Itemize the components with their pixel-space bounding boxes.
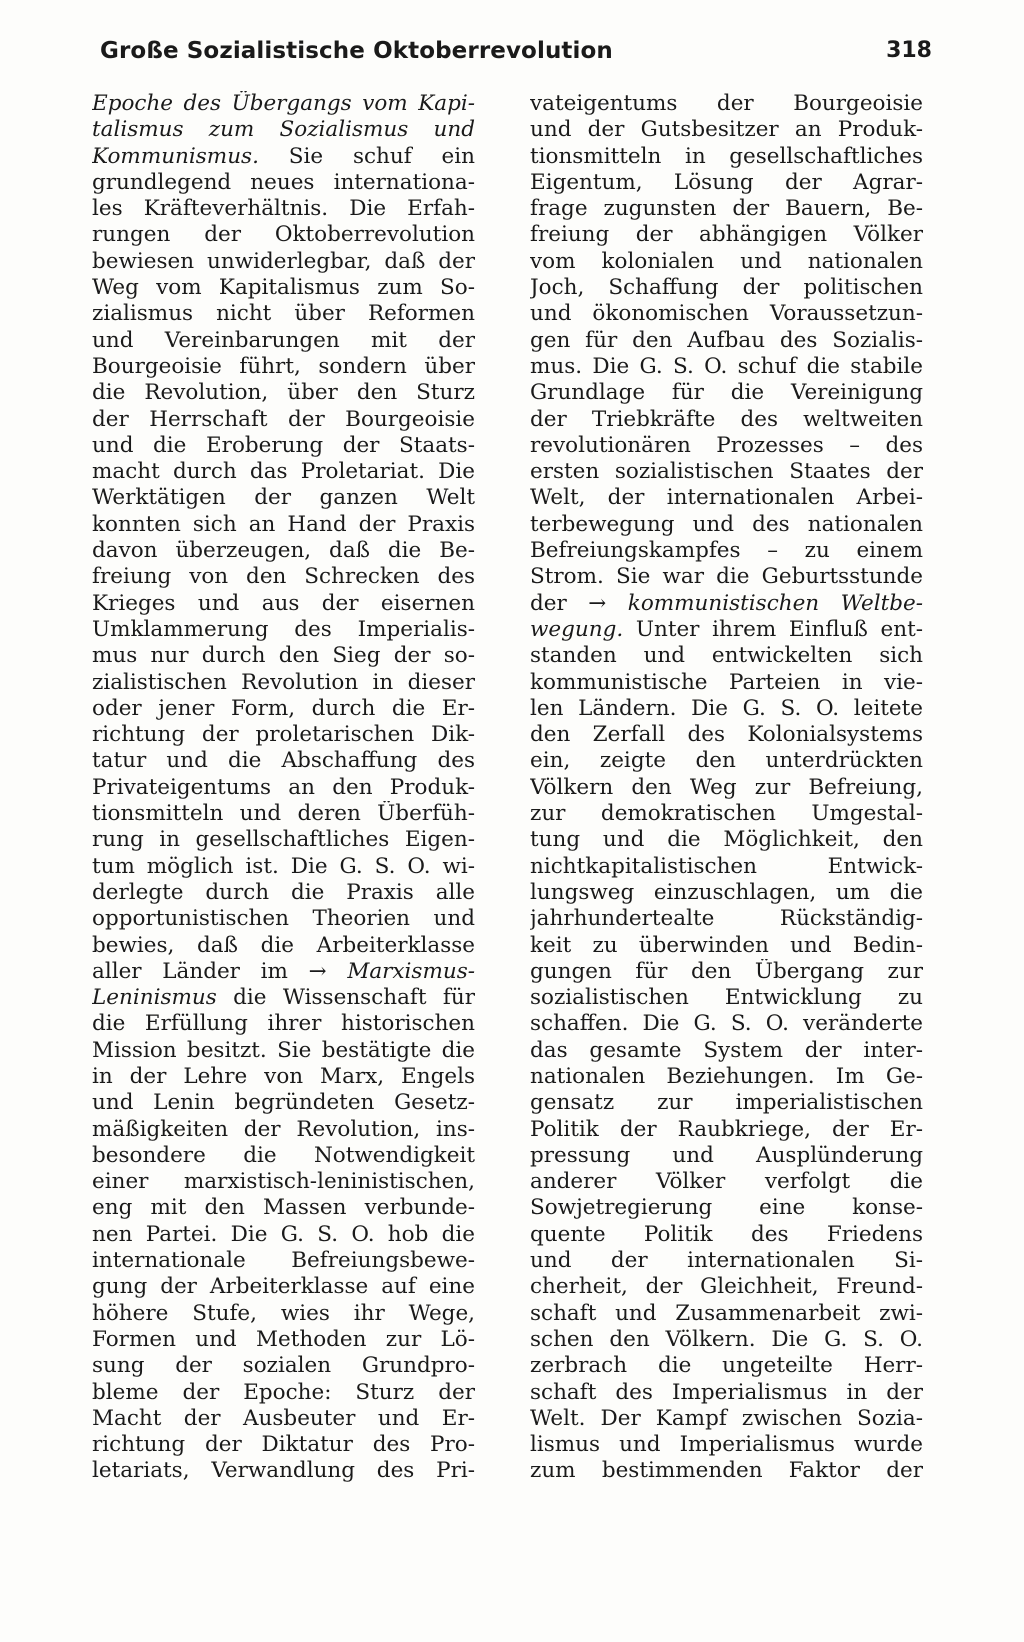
text-line: Joch, Schaffung der politischen (530, 275, 923, 301)
text-line: Grundlage für die Vereinigung (530, 380, 923, 406)
text-line: mäßigkeiten der Revolution, ins- (92, 1116, 475, 1142)
text-line: der → kommunistischen Weltbe- (530, 590, 923, 616)
text-line: revolutionären Prozesses – des (530, 432, 923, 458)
text-line: davon überzeugen, daß die Be- (92, 538, 475, 564)
text-line: ein, zeigte den unterdrückten (530, 748, 923, 774)
text-line: internationale Befreiungsbewe- (92, 1248, 475, 1274)
text-line: zialistischen Revolution in dieser (92, 669, 475, 695)
text-line: frage zugunsten der Bauern, Be- (530, 196, 923, 222)
text-line: grundlegend neues internationa- (92, 169, 475, 195)
text-line: Mission besitzt. Sie bestätigte die (92, 1037, 475, 1063)
text-line: das gesamte System der inter- (530, 1037, 923, 1063)
text-line: Befreiungskampfes – zu einem (530, 538, 923, 564)
text-line: lungsweg einzuschlagen, um die (530, 879, 923, 905)
text-line: Leninismus die Wissenschaft für (92, 985, 475, 1011)
text-line: Krieges und aus der eisernen (92, 590, 475, 616)
text-line: und Lenin begründeten Gesetz- (92, 1090, 475, 1116)
left-text-column (92, 91, 475, 1485)
text-line: Völkern den Weg zur Befreiung, (530, 774, 923, 800)
text-line: schen den Völkern. Die G. S. O. (530, 1326, 923, 1352)
text-line: derlegte durch die Praxis alle (92, 879, 475, 905)
text-line: Bourgeoisie führt, sondern über (92, 353, 475, 379)
text-line: Kommunismus. Sie schuf ein (92, 143, 475, 169)
text-line: zerbrach die ungeteilte Herr- (530, 1353, 923, 1379)
text-line: Welt, der internationalen Arbei- (530, 485, 923, 511)
right-text-column (530, 91, 923, 1485)
text-line: wegung. Unter ihrem Einfluß ent- (530, 616, 923, 642)
text-line: Politik der Raubkriege, der Er- (530, 1116, 923, 1142)
text-line: vom kolonialen und nationalen (530, 248, 923, 274)
text-line: Epoche des Übergangs vom Kapi- (92, 91, 475, 116)
text-line: rung in gesellschaftliches Eigen- (92, 827, 475, 853)
text-line: in der Lehre von Marx, Engels (92, 1063, 475, 1089)
text-line: rungen der Oktoberrevolution (92, 222, 475, 248)
text-line: vateigentums der Bourgeoisie (530, 91, 923, 116)
text-line: freiung der abhängigen Völker (530, 222, 923, 248)
text-line: richtung der Diktatur des Pro- (92, 1432, 475, 1458)
text-line: eng mit den Massen verbunde- (92, 1195, 475, 1221)
text-line: und ökonomischen Voraussetzun- (530, 301, 923, 327)
text-line: höhere Stufe, wies ihr Wege, (92, 1300, 475, 1326)
text-line: und der Gutsbesitzer an Produk- (530, 117, 923, 143)
text-line: tum möglich ist. Die G. S. O. wi- (92, 853, 475, 879)
text-line: Formen und Methoden zur Lö- (92, 1326, 475, 1352)
text-line: die Revolution, über den Sturz (92, 380, 475, 406)
text-line: sung der sozialen Grundpro- (92, 1353, 475, 1379)
text-line: tionsmitteln in gesellschaftliches (530, 143, 923, 169)
text-line: freiung von den Schrecken des (92, 564, 475, 590)
text-line: letariats, Verwandlung des Pri- (92, 1458, 475, 1484)
text-line: schaffen. Die G. S. O. veränderte (530, 1011, 923, 1037)
text-line: die Erfüllung ihrer historischen (92, 1011, 475, 1037)
text-line: bleme der Epoche: Sturz der (92, 1379, 475, 1405)
text-line: lismus und Imperialismus wurde (530, 1432, 923, 1458)
text-line: anderer Völker verfolgt die (530, 1169, 923, 1195)
text-line: pressung und Ausplünderung (530, 1142, 923, 1168)
page-number: 318 (886, 38, 932, 63)
text-line: bewiesen unwiderlegbar, daß der (92, 248, 475, 274)
running-header (100, 38, 932, 78)
text-line: gensatz zur imperialistischen (530, 1090, 923, 1116)
text-line: quente Politik des Friedens (530, 1221, 923, 1247)
text-line: Werktätigen der ganzen Welt (92, 485, 475, 511)
text-line: aller Länder im → Marxismus- (92, 958, 475, 984)
text-line: ersten sozialistischen Staates der (530, 459, 923, 485)
text-line: nichtkapitalistischen Entwick- (530, 853, 923, 879)
text-line: nationalen Beziehungen. Im Ge- (530, 1063, 923, 1089)
text-line: zum bestimmenden Faktor der (530, 1458, 923, 1484)
text-line: les Kräfteverhältnis. Die Erfah- (92, 196, 475, 222)
text-line: kommunistische Parteien in vie- (530, 669, 923, 695)
text-line: und der internationalen Si- (530, 1248, 923, 1274)
text-line: terbewegung und des nationalen (530, 511, 923, 537)
text-line: schaft des Imperialismus in der (530, 1379, 923, 1405)
text-line: konnten sich an Hand der Praxis (92, 511, 475, 537)
text-line: zialismus nicht über Reformen (92, 301, 475, 327)
text-line: gung der Arbeiterklasse auf eine (92, 1274, 475, 1300)
text-line: oder jener Form, durch die Er- (92, 695, 475, 721)
text-line: gen für den Aufbau des Sozialis- (530, 327, 923, 353)
text-line: einer marxistisch-leninistischen, (92, 1169, 475, 1195)
text-line: opportunistischen Theorien und (92, 906, 475, 932)
text-line: sozialistischen Entwicklung zu (530, 985, 923, 1011)
text-line: Weg vom Kapitalismus zum So- (92, 275, 475, 301)
text-line: tung und die Möglichkeit, den (530, 827, 923, 853)
text-line: richtung der proletarischen Dik- (92, 722, 475, 748)
text-line: jahrhundertealte Rückständig- (530, 906, 923, 932)
text-line: Privateigentums an den Produk- (92, 774, 475, 800)
text-line: Macht der Ausbeuter und Er- (92, 1405, 475, 1431)
text-line: talismus zum Sozialismus und (92, 117, 475, 143)
text-line: und die Eroberung der Staats- (92, 432, 475, 458)
text-line: der Triebkräfte des weltweiten (530, 406, 923, 432)
text-line: Eigentum, Lösung der Agrar- (530, 169, 923, 195)
text-line: mus nur durch den Sieg der so- (92, 643, 475, 669)
text-line: gungen für den Übergang zur (530, 958, 923, 984)
text-line: cherheit, der Gleichheit, Freund- (530, 1274, 923, 1300)
text-line: len Ländern. Die G. S. O. leitete (530, 695, 923, 721)
text-line: zur demokratischen Umgestal- (530, 801, 923, 827)
text-line: Welt. Der Kampf zwischen Sozia- (530, 1405, 923, 1431)
text-line: und Vereinbarungen mit der (92, 327, 475, 353)
text-line: tionsmitteln und deren Überfüh- (92, 801, 475, 827)
page-title: Große Sozialistische Oktoberrevolution (100, 38, 613, 64)
text-line: standen und entwickelten sich (530, 643, 923, 669)
text-line: Umklammerung des Imperialis- (92, 616, 475, 642)
text-line: nen Partei. Die G. S. O. hob die (92, 1221, 475, 1247)
text-line: Sowjetregierung eine konse- (530, 1195, 923, 1221)
text-line: tatur und die Abschaffung des (92, 748, 475, 774)
text-line: den Zerfall des Kolonialsystems (530, 722, 923, 748)
text-line: Strom. Sie war die Geburtsstunde (530, 564, 923, 590)
text-line: der Herrschaft der Bourgeoisie (92, 406, 475, 432)
text-line: mus. Die G. S. O. schuf die stabile (530, 353, 923, 379)
text-line: keit zu überwinden und Bedin- (530, 932, 923, 958)
text-line: bewies, daß die Arbeiterklasse (92, 932, 475, 958)
text-line: macht durch das Proletariat. Die (92, 459, 475, 485)
text-line: schaft und Zusammenarbeit zwi- (530, 1300, 923, 1326)
text-line: besondere die Notwendigkeit (92, 1142, 475, 1168)
